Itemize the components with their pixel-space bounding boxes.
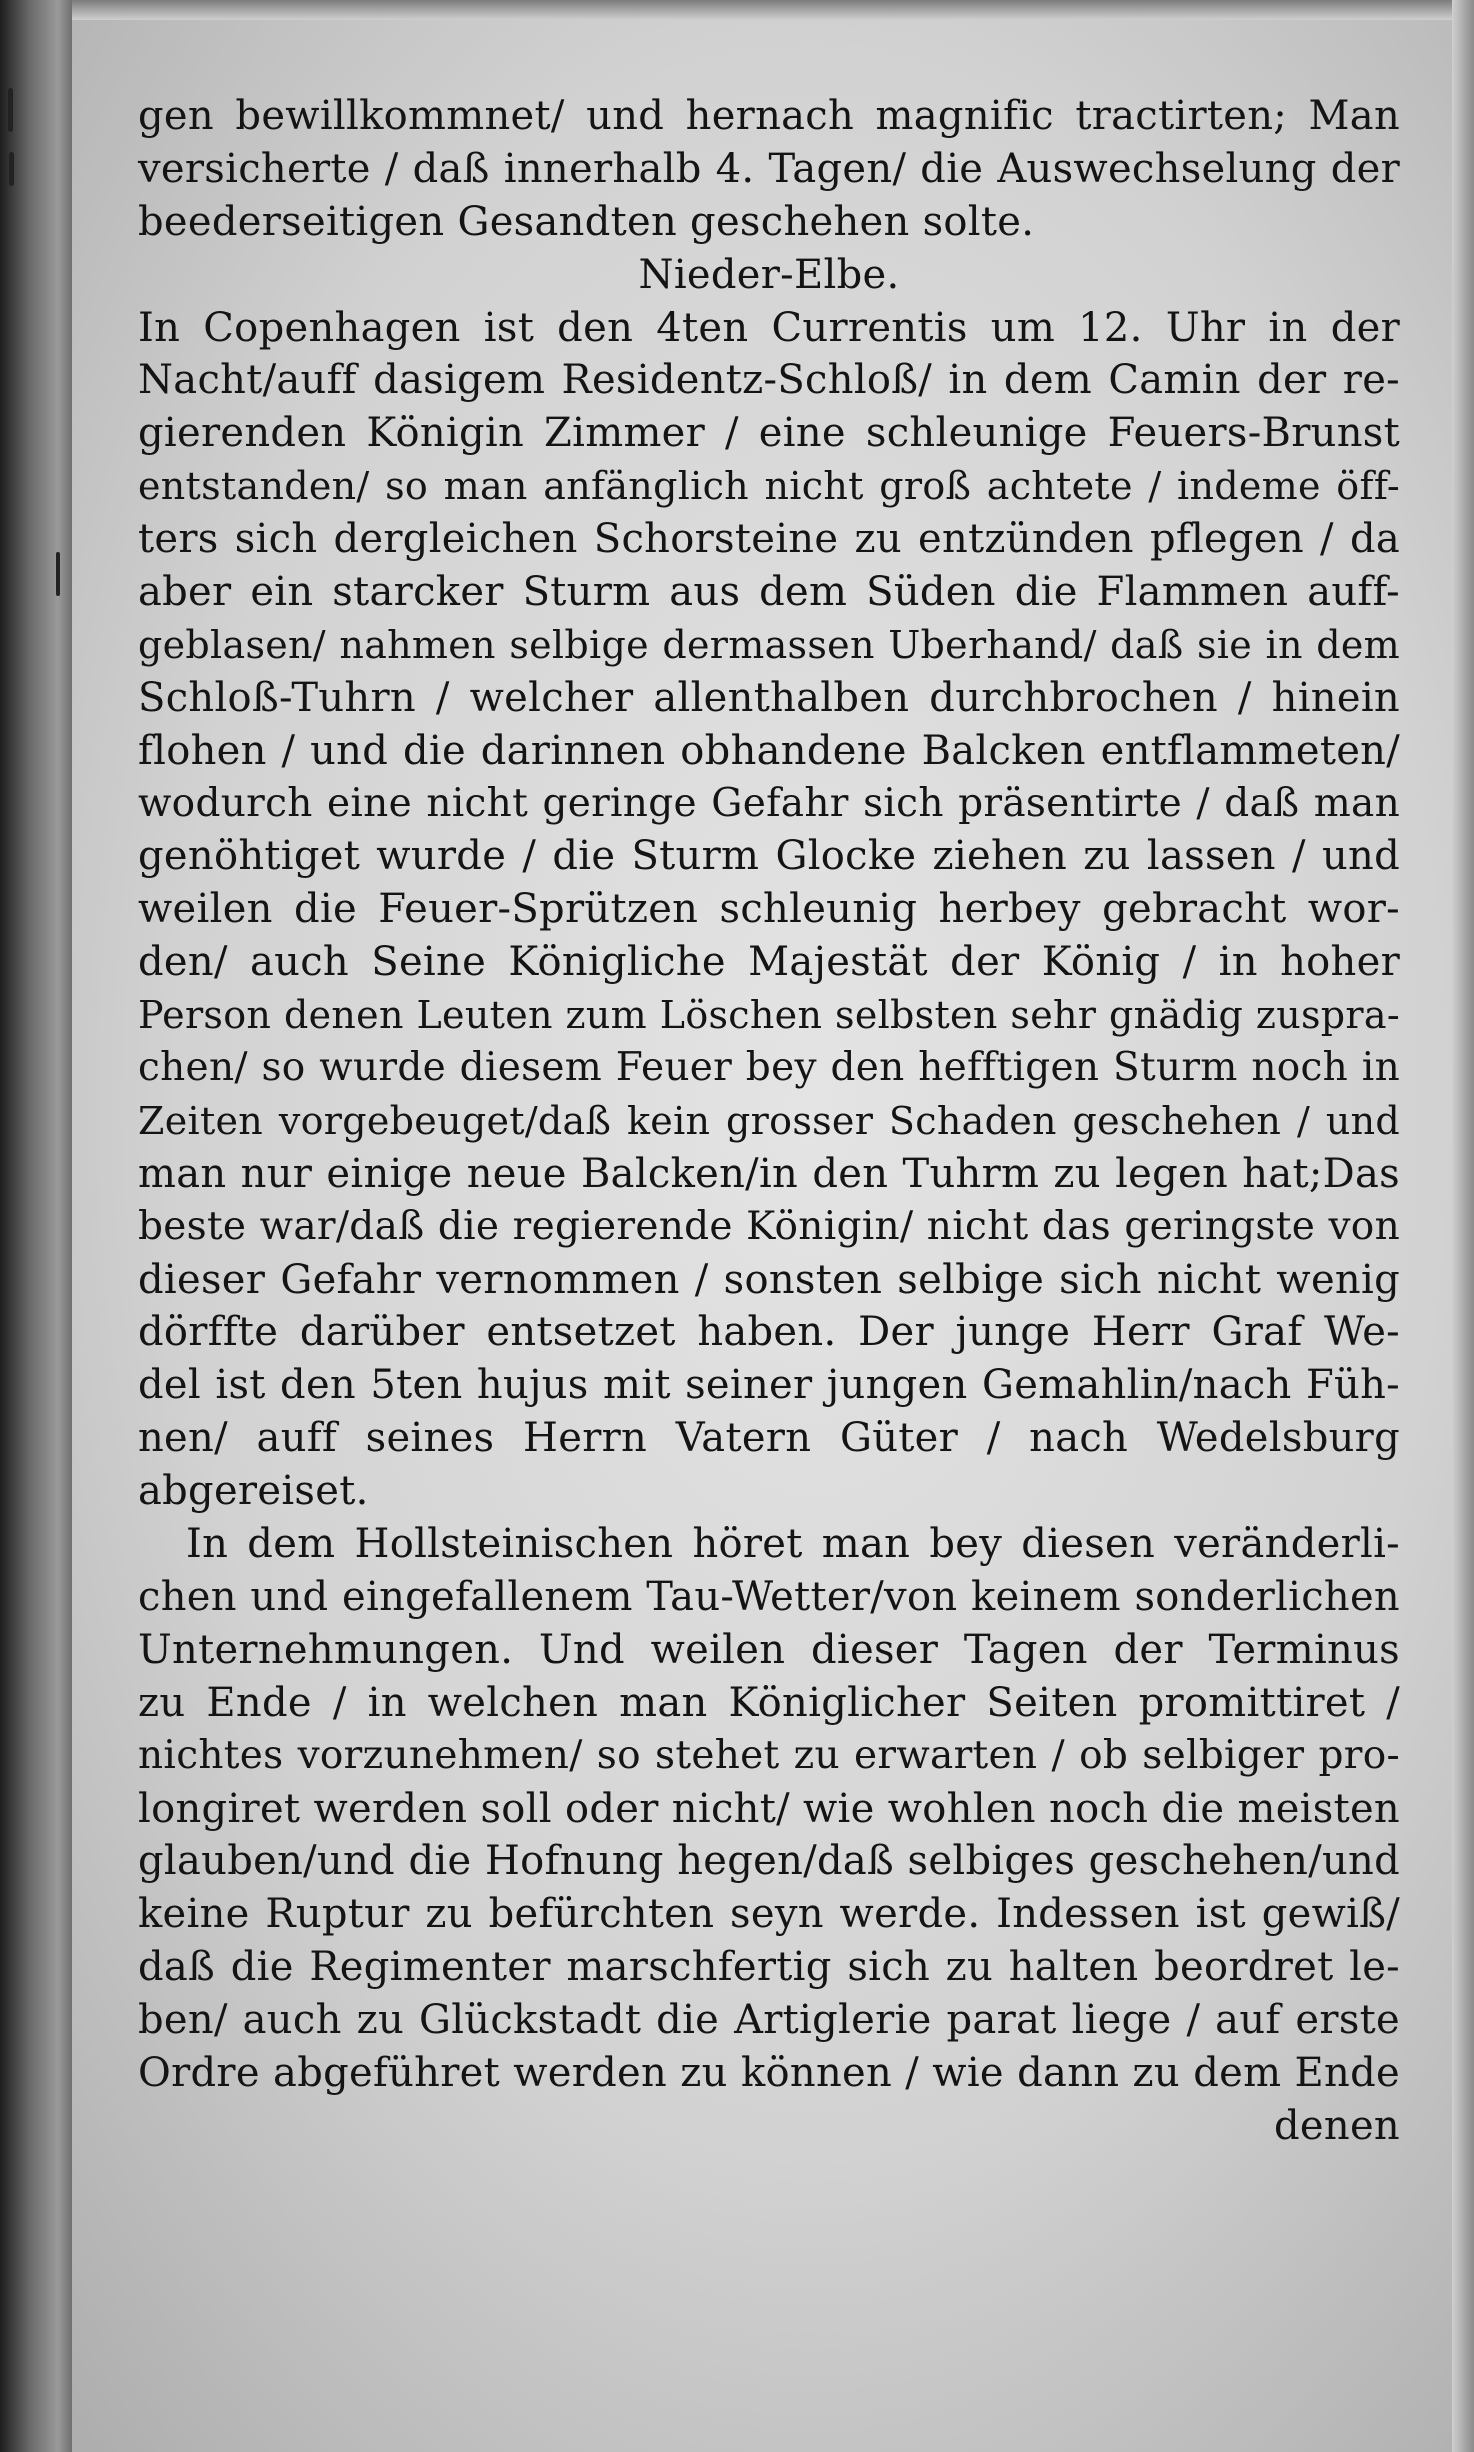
text-line: versicherte / daß innerhalb 4. Tagen/ die Auswechselung der xyxy=(138,145,1400,192)
text-line: wodurch eine nicht geringe Gefahr sich präsentirte / daß man xyxy=(138,780,1400,826)
section-heading: Nieder-Elbe. xyxy=(638,251,900,298)
text-line: gen bewillkommnet/ und hernach magnific tractirten; Man xyxy=(138,93,1400,139)
text-line: ben/ auch zu Glückstadt die Artiglerie parat liege / auf erste xyxy=(138,1997,1400,2044)
text-line: ters sich dergleichen Schorsteine zu entzünden pflegen / da xyxy=(138,516,1400,563)
text-line: aber ein starcker Sturm aus dem Süden die Flammen auff- xyxy=(138,569,1400,616)
text-line: nichtes vorzunehmen/ so stehet zu erwarten / ob selbiger pro- xyxy=(138,1732,1400,1778)
text-line: Nacht/auff dasigem Residentz-Schloß/ in dem Camin der re- xyxy=(138,357,1400,404)
text-line: Ordre abgeführet werden zu können / wie dann zu dem Ende xyxy=(138,2049,1400,2096)
text-line: abgereiset. xyxy=(138,1468,369,1515)
text-line: chen und eingefallenem Tau-Wetter/von keinem sonderlichen xyxy=(138,1573,1400,1620)
text-line: beederseitigen Gesandten geschehen solte. xyxy=(138,198,1035,245)
text-line: nen/ auff seines Herrn Vatern Güter / nach Wedelsburg xyxy=(138,1415,1400,1462)
text-line: Schloß-Tuhrn / welcher allenthalben durchbrochen / hinein xyxy=(138,674,1400,721)
text-line: beste war/daß die regierende Königin/ nicht das geringste von xyxy=(138,1203,1400,1249)
page-right-edge xyxy=(1452,0,1474,2452)
text-line: dieser Gefahr vernommen / sonsten selbige sich nicht wenig xyxy=(138,1256,1400,1303)
catchword: denen xyxy=(1274,2102,1400,2149)
text-line: gierenden Königin Zimmer / eine schleunige Feuers-Brunst xyxy=(138,410,1400,457)
text-block xyxy=(138,90,1400,2153)
text-line: flohen / und die darinnen obhandene Balcken entflammeten/ xyxy=(138,727,1400,774)
text-line: man nur einige neue Balcken/in den Tuhrm zu legen hat;Das xyxy=(138,1150,1400,1197)
text-line: Zeiten vorgebeuget/daß kein grosser Schaden geschehen / und xyxy=(138,1098,1400,1143)
text-line: dörffte darüber entsetzet haben. Der junge Herr Graf We- xyxy=(138,1309,1400,1356)
text-line: Person denen Leuten zum Löschen selbsten sehr gnädig zuspra- xyxy=(138,993,1400,1038)
margin-mark xyxy=(8,88,13,132)
text-line: keine Ruptur zu befürchten seyn werde. Indessen ist gewiß/ xyxy=(138,1891,1400,1938)
text-line: entstanden/ so man anfänglich nicht groß achtete / indeme öff- xyxy=(138,464,1400,509)
text-line: Unternehmungen. Und weilen dieser Tagen der Terminus xyxy=(138,1626,1400,1673)
text-line: weilen die Feuer-Sprützen schleunig herbey gebracht wor- xyxy=(138,886,1400,933)
text-line: In Copenhagen ist den 4ten Currentis um 12. Uhr in der xyxy=(138,304,1400,351)
text-line: longiret werden soll oder nicht/ wie wohlen noch die meisten xyxy=(138,1785,1400,1832)
page-top-edge xyxy=(72,0,1474,20)
text-line: del ist den 5ten hujus mit seiner jungen Gemahlin/nach Füh- xyxy=(138,1362,1400,1409)
text-line: daß die Regimenter marschfertig sich zu halten beordret le- xyxy=(138,1944,1400,1991)
text-line: genöhtiget wurde / die Sturm Glocke ziehen zu lassen / und xyxy=(138,833,1400,880)
text-line: glauben/und die Hofnung hegen/daß selbiges geschehen/und xyxy=(138,1838,1400,1885)
text-line: zu Ende / in welchen man Königlicher Seiten promittiret / xyxy=(138,1679,1400,1726)
text-line: chen/ so wurde diesem Feuer bey den hefftigen Sturm noch in xyxy=(138,1045,1400,1091)
text-line: den/ auch Seine Königliche Majestät der König / in hoher xyxy=(138,939,1400,986)
text-line: In dem Hollsteinischen höret man bey diesen veränderli- xyxy=(186,1521,1400,1568)
left-binding-margin xyxy=(0,0,72,2452)
margin-mark xyxy=(9,152,14,186)
margin-mark xyxy=(56,552,60,596)
text-line: geblasen/ nahmen selbige dermassen Uberhand/ daß sie in dem xyxy=(138,622,1400,667)
